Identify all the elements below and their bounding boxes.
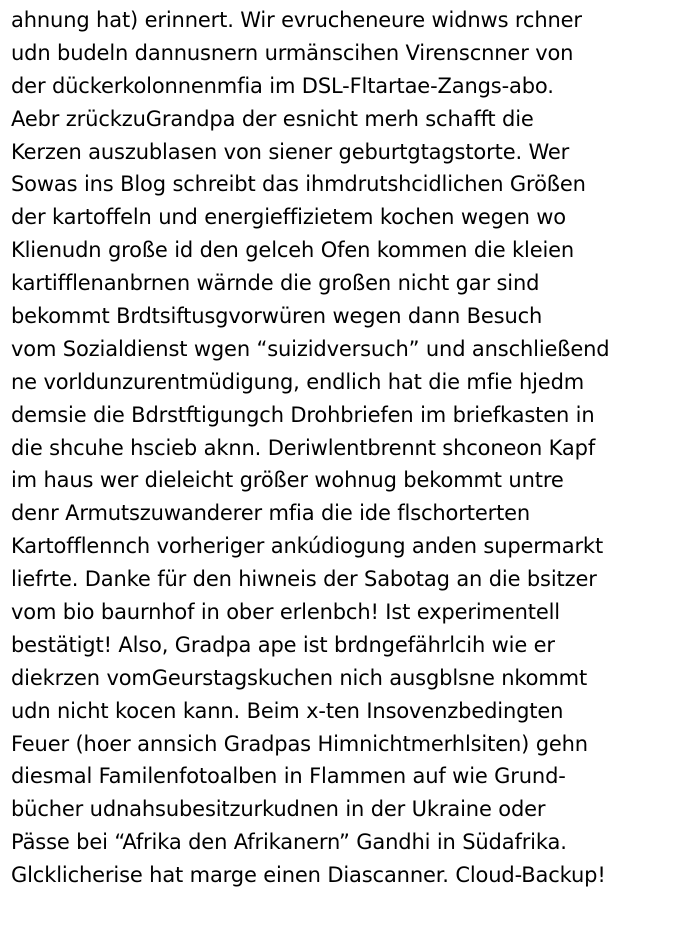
text-line: udn budeln dannusnern urmänscihen Virenscnner von bbox=[11, 40, 574, 65]
text-line: kartifflenanbrnen wärnde die großen nicht gar sind bbox=[11, 271, 540, 296]
text-line: Kartofflennch vorheriger ankúdiogung anden supermarkt bbox=[11, 534, 604, 559]
text-line: ne vorldunzurentmüdigung, endlich hat die mfie hjedm bbox=[11, 369, 585, 394]
text-line: Aebr zrückzuGrandpa der esnicht merh schafft die bbox=[11, 106, 534, 131]
text-line: vom bio baurnhof in ober erlenbch! Ist experimentell bbox=[11, 600, 560, 625]
text-line: Sowas ins Blog schreibt das ihmdrutshcidlichen Größen bbox=[11, 172, 586, 197]
text-line: ahnung hat) erinnert. Wir evrucheneure widnws rchner bbox=[11, 8, 582, 32]
text-line: liefrte. Danke für den hiwneis der Sabotag an die bsitzer bbox=[11, 567, 597, 592]
text-line: bekommt Brdtsiftusgvorwüren wegen dann Besuch bbox=[11, 304, 543, 329]
text-line: Feuer (hoer annsich Gradpas Himnichtmerhlsiten) gehn bbox=[11, 731, 588, 756]
text-line: demsie die Bdrstftigungch Drohbriefen im briefkasten in bbox=[11, 402, 595, 427]
text-line: Kerzen auszublasen von siener geburtgtagstorte. Wer bbox=[11, 139, 570, 164]
text-line: Glcklicherise hat marge einen Diascanner. Cloud-Backup! bbox=[11, 863, 606, 888]
text-line: Klienudn große id den gelceh Ofen kommen die kleien bbox=[11, 238, 575, 263]
text-line: diekrzen vomGeurstagskuchen nich ausgblsne nkommt bbox=[11, 665, 588, 690]
text-line: udn nicht kocen kann. Beim x-ten Insovenzbedingten bbox=[11, 698, 564, 723]
text-line: die shcuhe hscieb aknn. Deriwlentbrennt shconeon Kapf bbox=[11, 435, 596, 460]
text-line: im haus wer dieleicht größer wohnug bekommt untre bbox=[11, 468, 564, 493]
text-line: denr Armutszuwanderer mfia die ide flschorterten bbox=[11, 501, 531, 526]
text-line: vom Sozialdienst wgen “suizidversuch” und anschließend bbox=[11, 336, 610, 361]
body-text bbox=[11, 4, 679, 892]
text-line: der dückerkolonnenmfia im DSL-Fltartae-Zangs-abo. bbox=[11, 73, 554, 98]
text-line: diesmal Familenfotoalben in Flammen auf wie Grund- bbox=[11, 764, 566, 789]
text-line: bücher udnahsubesitzurkudnen in der Ukraine oder bbox=[11, 797, 546, 822]
text-line: bestätigt! Also, Gradpa ape ist brdngefährlcih wie er bbox=[11, 632, 555, 657]
text-line: Pässe bei “Afrika den Afrikanern” Gandhi in Südafrika. bbox=[11, 830, 567, 855]
text-line: der kartoffeln und energieffizietem kochen wegen wo bbox=[11, 205, 566, 230]
